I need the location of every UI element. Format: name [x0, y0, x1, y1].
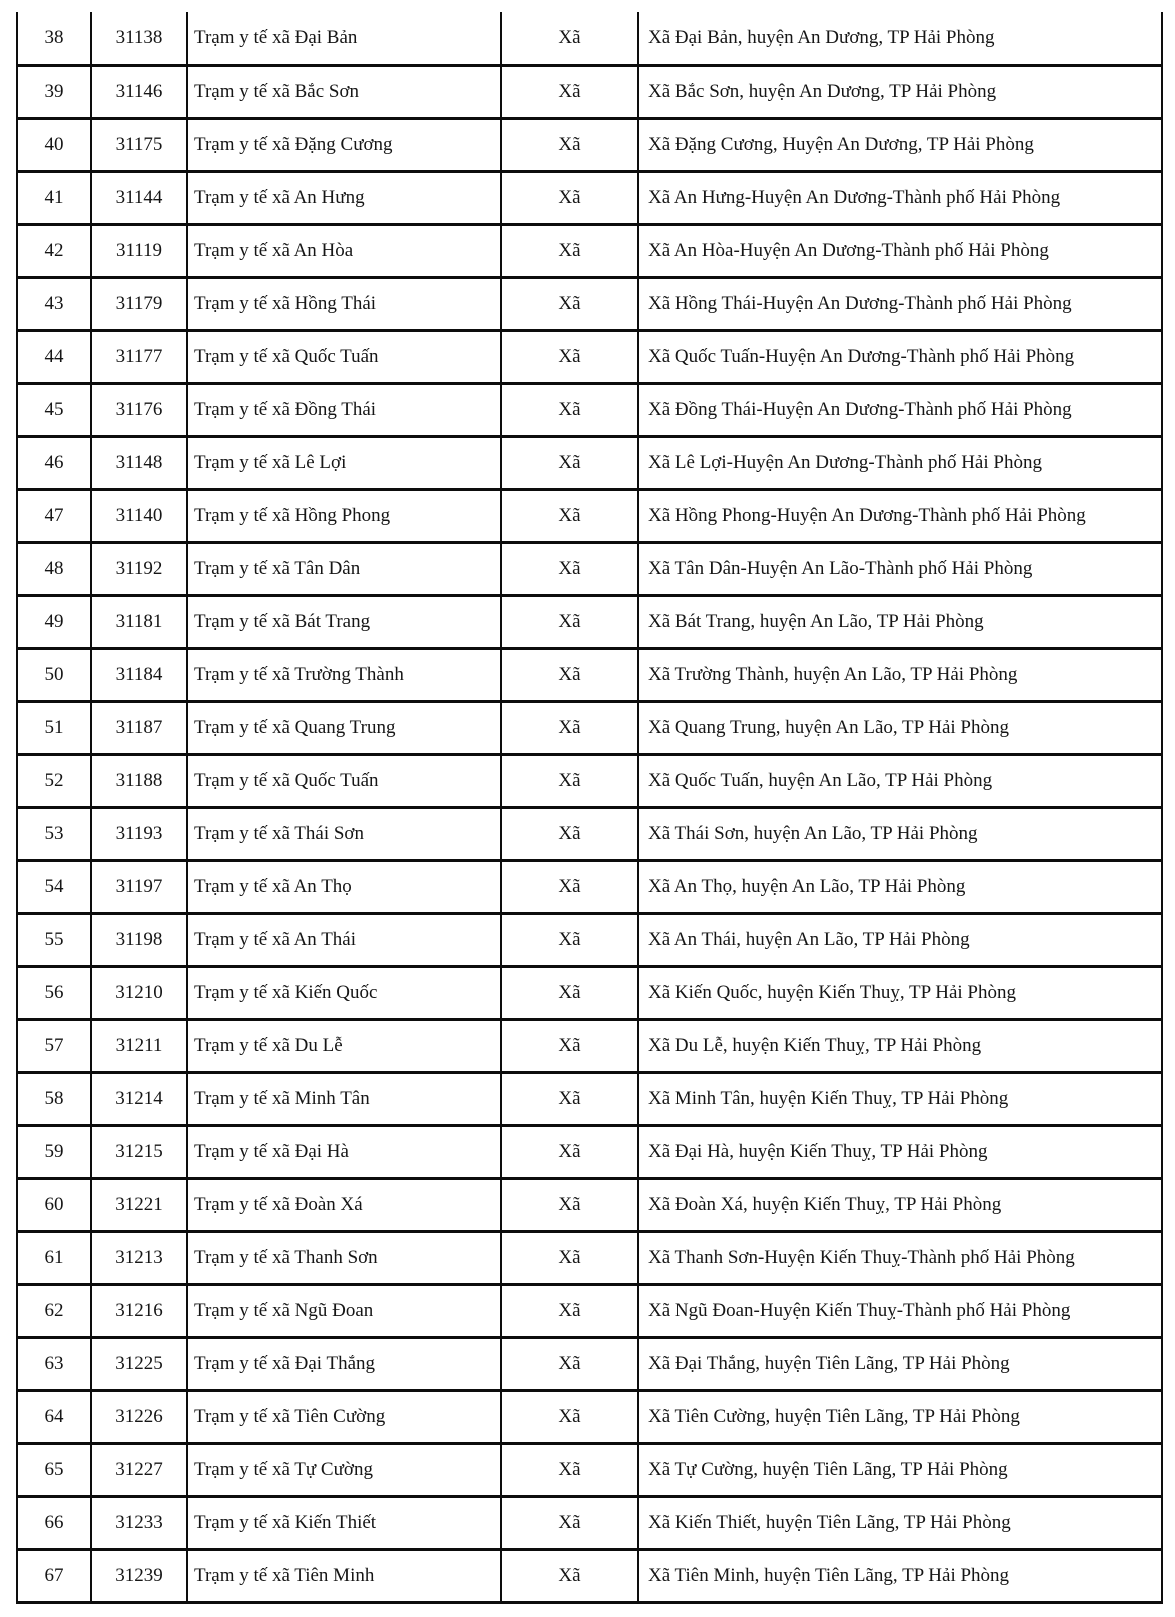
cell-type: Xã	[502, 226, 639, 276]
table-row	[18, 1336, 1161, 1389]
cell-address: Xã An Thái, huyện An Lão, TP Hải Phòng	[648, 928, 970, 950]
cell-address: Xã Bát Trang, huyện An Lão, TP Hải Phòng	[648, 610, 984, 632]
table-row	[18, 435, 1161, 488]
cell-address: Xã Kiến Thiết, huyện Tiên Lãng, TP Hải Phòng	[648, 1511, 1011, 1533]
cell-type: Xã	[502, 491, 639, 541]
cell-stt: 53	[18, 809, 92, 859]
cell-type: Xã	[502, 1551, 639, 1601]
cell-name: Trạm y tế xã Hồng Thái	[188, 279, 502, 329]
cell-code: 31176	[92, 385, 188, 435]
cell-address: Xã Minh Tân, huyện Kiến Thuỵ, TP Hải Phòng	[648, 1087, 1009, 1109]
cell-stt: 64	[18, 1392, 92, 1442]
cell-name: Trạm y tế xã Kiến Quốc	[188, 968, 502, 1018]
cell-name: Trạm y tế xã Bát Trang	[188, 597, 502, 647]
cell-code: 31225	[92, 1339, 188, 1389]
table-row	[18, 64, 1161, 117]
cell-address: Xã Thái Sơn, huyện An Lão, TP Hải Phòng	[648, 822, 978, 844]
cell-code: 31233	[92, 1498, 188, 1548]
table-row	[18, 1283, 1161, 1336]
cell-name: Trạm y tế xã Tân Dân	[188, 544, 502, 594]
cell-address: Xã Trường Thành, huyện An Lão, TP Hải Phòng	[648, 663, 1018, 685]
table-row	[18, 117, 1161, 170]
cell-type: Xã	[502, 67, 639, 117]
table-row	[18, 223, 1161, 276]
cell-name: Trạm y tế xã Bắc Sơn	[188, 67, 502, 117]
cell-code: 31198	[92, 915, 188, 965]
cell-code: 31221	[92, 1180, 188, 1230]
cell-stt: 45	[18, 385, 92, 435]
cell-address: Xã Bắc Sơn, huyện An Dương, TP Hải Phòng	[648, 80, 997, 102]
cell-code: 31216	[92, 1286, 188, 1336]
cell-stt: 62	[18, 1286, 92, 1336]
cell-code: 31192	[92, 544, 188, 594]
cell-address: Xã Quốc Tuấn, huyện An Lão, TP Hải Phòng	[648, 769, 993, 791]
cell-address: Xã Tiên Cường, huyện Tiên Lãng, TP Hải Phòng	[648, 1405, 1020, 1427]
cell-address: Xã Hồng Phong-Huyện An Dương-Thành phố Hải Phòng	[648, 504, 1086, 526]
cell-address: Xã Lê Lợi-Huyện An Dương-Thành phố Hải Phòng	[648, 451, 1042, 473]
cell-code: 31210	[92, 968, 188, 1018]
cell-code: 31213	[92, 1233, 188, 1283]
cell-stt: 60	[18, 1180, 92, 1230]
cell-type: Xã	[502, 173, 639, 223]
table-row	[18, 1230, 1161, 1283]
cell-address: Xã Đặng Cương, Huyện An Dương, TP Hải Phòng	[648, 133, 1034, 155]
cell-code: 31193	[92, 809, 188, 859]
cell-type: Xã	[502, 650, 639, 700]
table-row	[18, 1124, 1161, 1177]
cell-address: Xã Tiên Minh, huyện Tiên Lãng, TP Hải Phòng	[648, 1564, 1010, 1586]
cell-type: Xã	[502, 438, 639, 488]
cell-name: Trạm y tế xã Hồng Phong	[188, 491, 502, 541]
cell-stt: 55	[18, 915, 92, 965]
cell-name: Trạm y tế xã Du Lễ	[188, 1021, 502, 1071]
cell-address: Xã Kiến Quốc, huyện Kiến Thuỵ, TP Hải Phòng	[648, 981, 1016, 1003]
cell-type: Xã	[502, 1127, 639, 1177]
cell-code: 31184	[92, 650, 188, 700]
cell-address: Xã Đại Thắng, huyện Tiên Lãng, TP Hải Phòng	[648, 1352, 1010, 1374]
cell-code: 31197	[92, 862, 188, 912]
cell-type: Xã	[502, 279, 639, 329]
cell-stt: 65	[18, 1445, 92, 1495]
cell-name: Trạm y tế xã Quốc Tuấn	[188, 756, 502, 806]
cell-code: 31239	[92, 1551, 188, 1601]
cell-code: 31214	[92, 1074, 188, 1124]
cell-type: Xã	[502, 1445, 639, 1495]
cell-code: 31146	[92, 67, 188, 117]
health-stations-table	[16, 12, 1163, 1604]
cell-name: Trạm y tế xã Ngũ Đoan	[188, 1286, 502, 1336]
cell-name: Trạm y tế xã Thanh Sơn	[188, 1233, 502, 1283]
cell-stt: 43	[18, 279, 92, 329]
cell-stt: 47	[18, 491, 92, 541]
table-row	[18, 488, 1161, 541]
cell-address: Xã Đồng Thái-Huyện An Dương-Thành phố Hải Phòng	[648, 398, 1072, 420]
cell-type: Xã	[502, 968, 639, 1018]
table-row	[18, 594, 1161, 647]
cell-type: Xã	[502, 809, 639, 859]
cell-address: Xã Đại Hà, huyện Kiến Thuỵ, TP Hải Phòng	[648, 1140, 988, 1162]
cell-code: 31140	[92, 491, 188, 541]
table-row	[18, 382, 1161, 435]
cell-address: Xã Hồng Thái-Huyện An Dương-Thành phố Hải Phòng	[648, 292, 1072, 314]
cell-address: Xã An Hòa-Huyện An Dương-Thành phố Hải Phòng	[648, 239, 1049, 261]
cell-name: Trạm y tế xã An Hòa	[188, 226, 502, 276]
cell-type: Xã	[502, 597, 639, 647]
cell-stt: 41	[18, 173, 92, 223]
cell-address: Xã Đoàn Xá, huyện Kiến Thuỵ, TP Hải Phòng	[648, 1193, 1002, 1215]
cell-address: Xã An Thọ, huyện An Lão, TP Hải Phòng	[648, 875, 966, 897]
table-row	[18, 1495, 1161, 1548]
cell-type: Xã	[502, 862, 639, 912]
cell-type: Xã	[502, 1498, 639, 1548]
cell-type: Xã	[502, 12, 639, 64]
cell-type: Xã	[502, 756, 639, 806]
cell-stt: 63	[18, 1339, 92, 1389]
cell-name: Trạm y tế xã Quốc Tuấn	[188, 332, 502, 382]
cell-code: 31227	[92, 1445, 188, 1495]
table-row	[18, 700, 1161, 753]
cell-code: 31175	[92, 120, 188, 170]
cell-stt: 46	[18, 438, 92, 488]
cell-code: 31148	[92, 438, 188, 488]
cell-code: 31215	[92, 1127, 188, 1177]
cell-type: Xã	[502, 915, 639, 965]
cell-name: Trạm y tế xã An Hưng	[188, 173, 502, 223]
cell-type: Xã	[502, 703, 639, 753]
cell-address: Xã Du Lễ, huyện Kiến Thuỵ, TP Hải Phòng	[648, 1034, 982, 1056]
table-row	[18, 170, 1161, 223]
cell-code: 31177	[92, 332, 188, 382]
cell-code: 31179	[92, 279, 188, 329]
table-row	[18, 647, 1161, 700]
cell-code: 31226	[92, 1392, 188, 1442]
cell-type: Xã	[502, 120, 639, 170]
table-row	[18, 12, 1161, 64]
cell-name: Trạm y tế xã Đồng Thái	[188, 385, 502, 435]
cell-address: Xã Tự Cường, huyện Tiên Lãng, TP Hải Phòng	[648, 1458, 1008, 1480]
table-row	[18, 806, 1161, 859]
cell-type: Xã	[502, 1233, 639, 1283]
cell-stt: 38	[18, 12, 92, 64]
cell-address: Xã Thanh Sơn-Huyện Kiến Thuỵ-Thành phố Hải Phòng	[648, 1246, 1075, 1268]
cell-name: Trạm y tế xã Tự Cường	[188, 1445, 502, 1495]
cell-address: Xã Tân Dân-Huyện An Lão-Thành phố Hải Phòng	[648, 557, 1033, 579]
cell-stt: 66	[18, 1498, 92, 1548]
cell-name: Trạm y tế xã Tiên Minh	[188, 1551, 502, 1601]
cell-name: Trạm y tế xã Đoàn Xá	[188, 1180, 502, 1230]
cell-name: Trạm y tế xã An Thái	[188, 915, 502, 965]
cell-name: Trạm y tế xã Trường Thành	[188, 650, 502, 700]
table-row	[18, 1389, 1161, 1442]
table-row	[18, 1548, 1161, 1601]
table-row	[18, 276, 1161, 329]
cell-code: 31188	[92, 756, 188, 806]
cell-code: 31138	[92, 12, 188, 64]
cell-name: Trạm y tế xã Lê Lợi	[188, 438, 502, 488]
cell-type: Xã	[502, 1074, 639, 1124]
cell-address: Xã Quốc Tuấn-Huyện An Dương-Thành phố Hải Phòng	[648, 345, 1075, 367]
cell-stt: 56	[18, 968, 92, 1018]
cell-type: Xã	[502, 385, 639, 435]
cell-name: Trạm y tế xã Đại Thắng	[188, 1339, 502, 1389]
cell-code: 31119	[92, 226, 188, 276]
cell-stt: 42	[18, 226, 92, 276]
cell-address: Xã Đại Bản, huyện An Dương, TP Hải Phòng	[648, 26, 995, 48]
table-row	[18, 859, 1161, 912]
cell-name: Trạm y tế xã An Thọ	[188, 862, 502, 912]
cell-stt: 52	[18, 756, 92, 806]
table-row	[18, 1018, 1161, 1071]
cell-name: Trạm y tế xã Đại Bản	[188, 12, 502, 64]
cell-name: Trạm y tế xã Minh Tân	[188, 1074, 502, 1124]
cell-stt: 54	[18, 862, 92, 912]
cell-stt: 59	[18, 1127, 92, 1177]
cell-stt: 39	[18, 67, 92, 117]
cell-stt: 48	[18, 544, 92, 594]
cell-address: Xã Quang Trung, huyện An Lão, TP Hải Phòng	[648, 716, 1009, 738]
cell-type: Xã	[502, 1180, 639, 1230]
cell-code: 31144	[92, 173, 188, 223]
cell-stt: 51	[18, 703, 92, 753]
table-row	[18, 1442, 1161, 1495]
cell-type: Xã	[502, 1021, 639, 1071]
table-row	[18, 912, 1161, 965]
cell-stt: 44	[18, 332, 92, 382]
table-row	[18, 541, 1161, 594]
table-row	[18, 753, 1161, 806]
cell-type: Xã	[502, 544, 639, 594]
cell-stt: 57	[18, 1021, 92, 1071]
cell-stt: 50	[18, 650, 92, 700]
table-row	[18, 1071, 1161, 1124]
cell-name: Trạm y tế xã Thái Sơn	[188, 809, 502, 859]
cell-type: Xã	[502, 1339, 639, 1389]
cell-address: Xã Ngũ Đoan-Huyện Kiến Thuỵ-Thành phố Hải Phòng	[648, 1299, 1071, 1321]
cell-type: Xã	[502, 1392, 639, 1442]
cell-code: 31211	[92, 1021, 188, 1071]
table-row	[18, 1177, 1161, 1230]
cell-code: 31187	[92, 703, 188, 753]
cell-stt: 58	[18, 1074, 92, 1124]
cell-name: Trạm y tế xã Kiến Thiết	[188, 1498, 502, 1548]
cell-name: Trạm y tế xã Tiên Cường	[188, 1392, 502, 1442]
cell-name: Trạm y tế xã Đặng Cương	[188, 120, 502, 170]
cell-code: 31181	[92, 597, 188, 647]
table-body	[18, 12, 1161, 1601]
cell-type: Xã	[502, 332, 639, 382]
cell-stt: 67	[18, 1551, 92, 1601]
table-row	[18, 329, 1161, 382]
cell-address: Xã An Hưng-Huyện An Dương-Thành phố Hải Phòng	[648, 186, 1061, 208]
cell-name: Trạm y tế xã Đại Hà	[188, 1127, 502, 1177]
cell-name: Trạm y tế xã Quang Trung	[188, 703, 502, 753]
cell-stt: 61	[18, 1233, 92, 1283]
table-row	[18, 965, 1161, 1018]
cell-stt: 40	[18, 120, 92, 170]
cell-stt: 49	[18, 597, 92, 647]
cell-type: Xã	[502, 1286, 639, 1336]
